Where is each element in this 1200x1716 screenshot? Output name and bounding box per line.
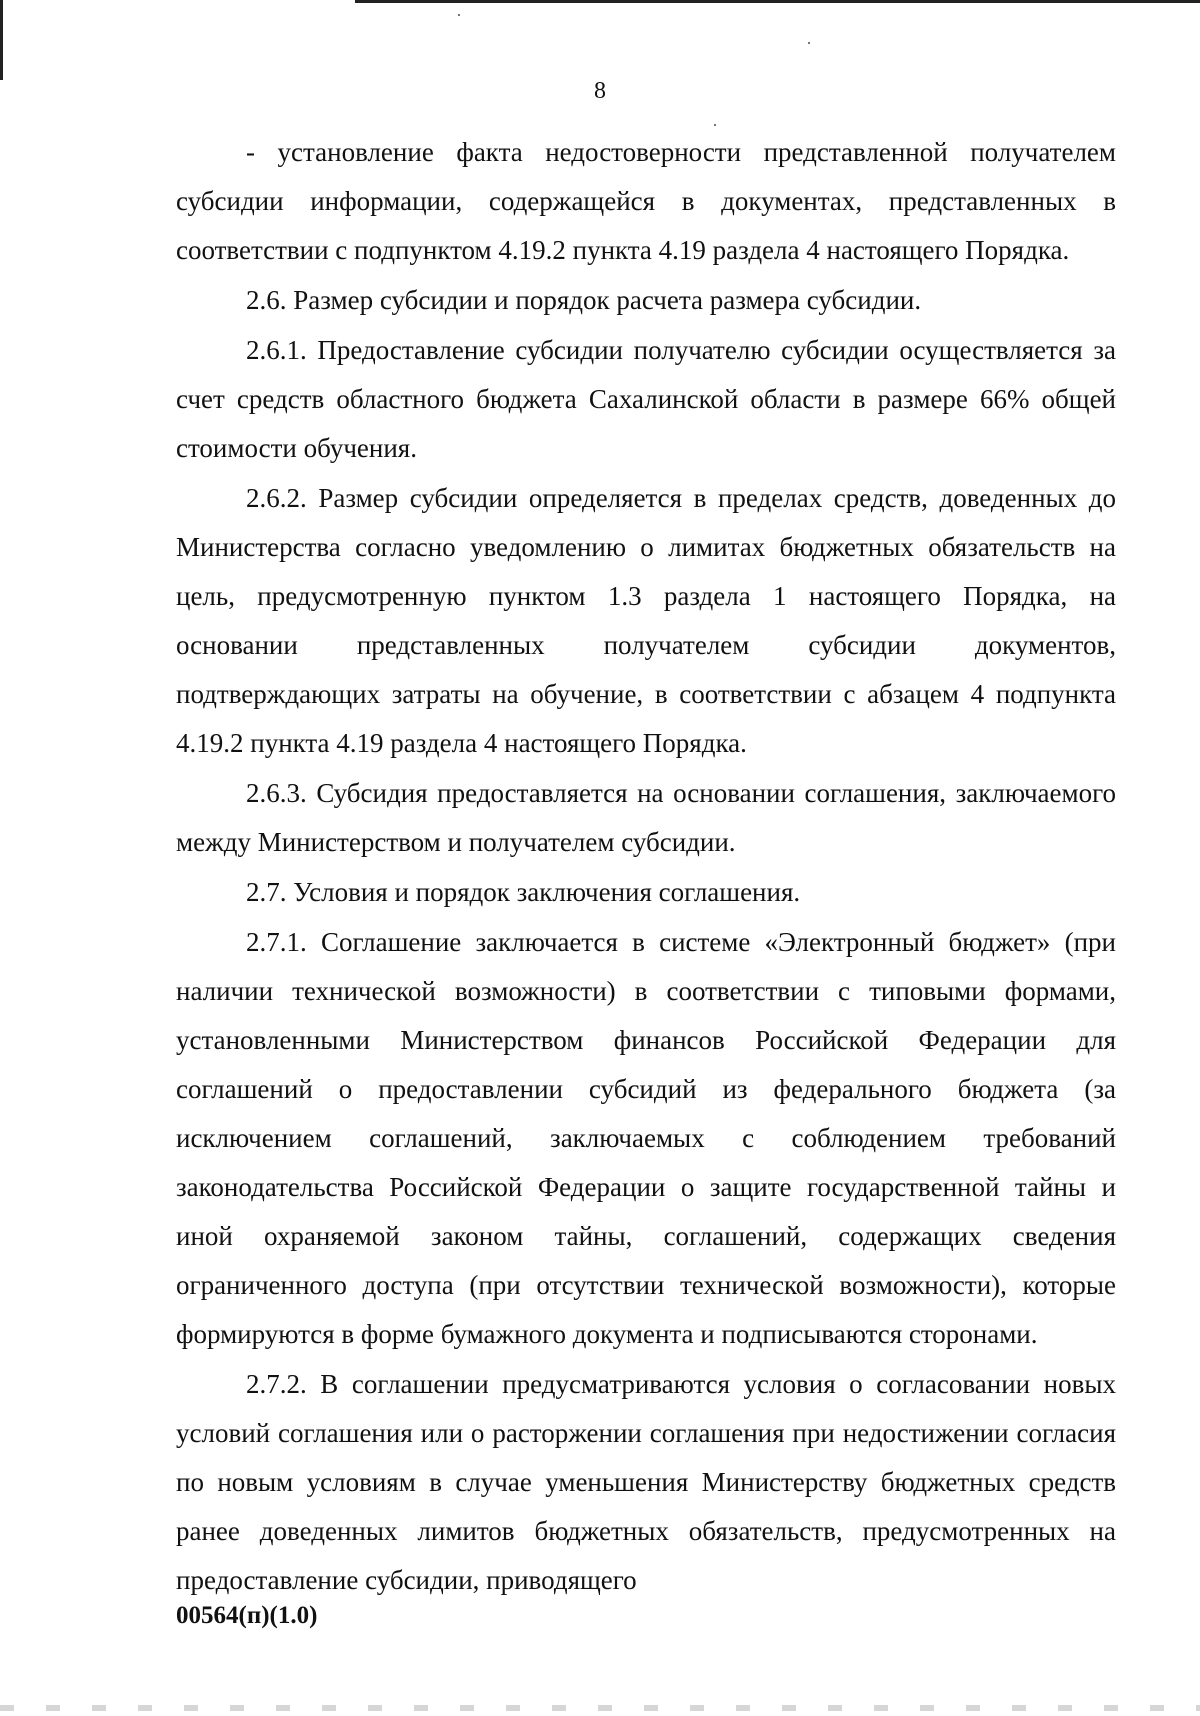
scan-speck (714, 124, 716, 126)
paragraph-2-6-1: 2.6.1. Предоставление субсидии получателю субсидии осуществляется за счет средств областного бюджета Сахалинской области в размере 66% общей стоимости обучения. (176, 335, 1116, 463)
page-number: 8 (594, 78, 606, 104)
document-code: 00564(п)(1.0) (176, 1602, 318, 1629)
paragraph-2-7-1: 2.7.1. Соглашение заключается в системе «Электронный бюджет» (при наличии технической возможности) в соответствии с типовыми формами, установленными Министерством финансов Российской Федерации для соглашений о предоставлении субсидий из федерального бюджета (за исключением соглашений, заключаемых с соблюдением требований законодательства Российской Федерации о защите государственной тайны и иной охраняемой законом тайны, соглашений, содержащих сведения ограниченного доступа (при отсутствии технической возможности), которые формируются в форме бумажного документа и подписываются сторонами. (176, 927, 1116, 1349)
heading-2-6: 2.6. Размер субсидии и порядок расчета размера субсидии. (246, 285, 922, 315)
scan-left-border (0, 0, 3, 80)
scan-speck (458, 14, 460, 16)
paragraph-inaccuracy: - установление факта недостоверности представленной получателем субсидии информации, содержащейся в документах, представленных в соответствии с подпунктом 4.19.2 пункта 4.19 раздела 4 настоящего Порядка. (176, 137, 1116, 265)
document-body (176, 128, 1116, 1605)
paragraph-2-6-2: 2.6.2. Размер субсидии определяется в пределах средств, доведенных до Министерства согласно уведомлению о лимитах бюджетных обязательств на цель, предусмотренную пунктом 1.3 раздела 1 настоящего Порядка, на основании представленных получателем субсидии документов, подтверждающих затраты на обучение, в соответствии с абзацем 4 подпункта 4.19.2 пункта 4.19 раздела 4 настоящего Порядка. (176, 483, 1116, 758)
scan-top-border (355, 0, 1200, 3)
scan-speck (808, 42, 810, 44)
scan-bottom-noise (0, 1705, 1200, 1711)
paragraph-2-7-2: 2.7.2. В соглашении предусматриваются условия о согласовании новых условий соглашения или о расторжении соглашения при недостижении согласия по новым условиям в случае уменьшения Министерству бюджетных средств ранее доведенных лимитов бюджетных обязательств, предусмотренных на предоставление субсидии, приводящего (176, 1369, 1116, 1595)
paragraph-2-6-3: 2.6.3. Субсидия предоставляется на основании соглашения, заключаемого между Министерством и получателем субсидии. (176, 778, 1116, 857)
heading-2-7: 2.7. Условия и порядок заключения соглашения. (246, 877, 801, 907)
